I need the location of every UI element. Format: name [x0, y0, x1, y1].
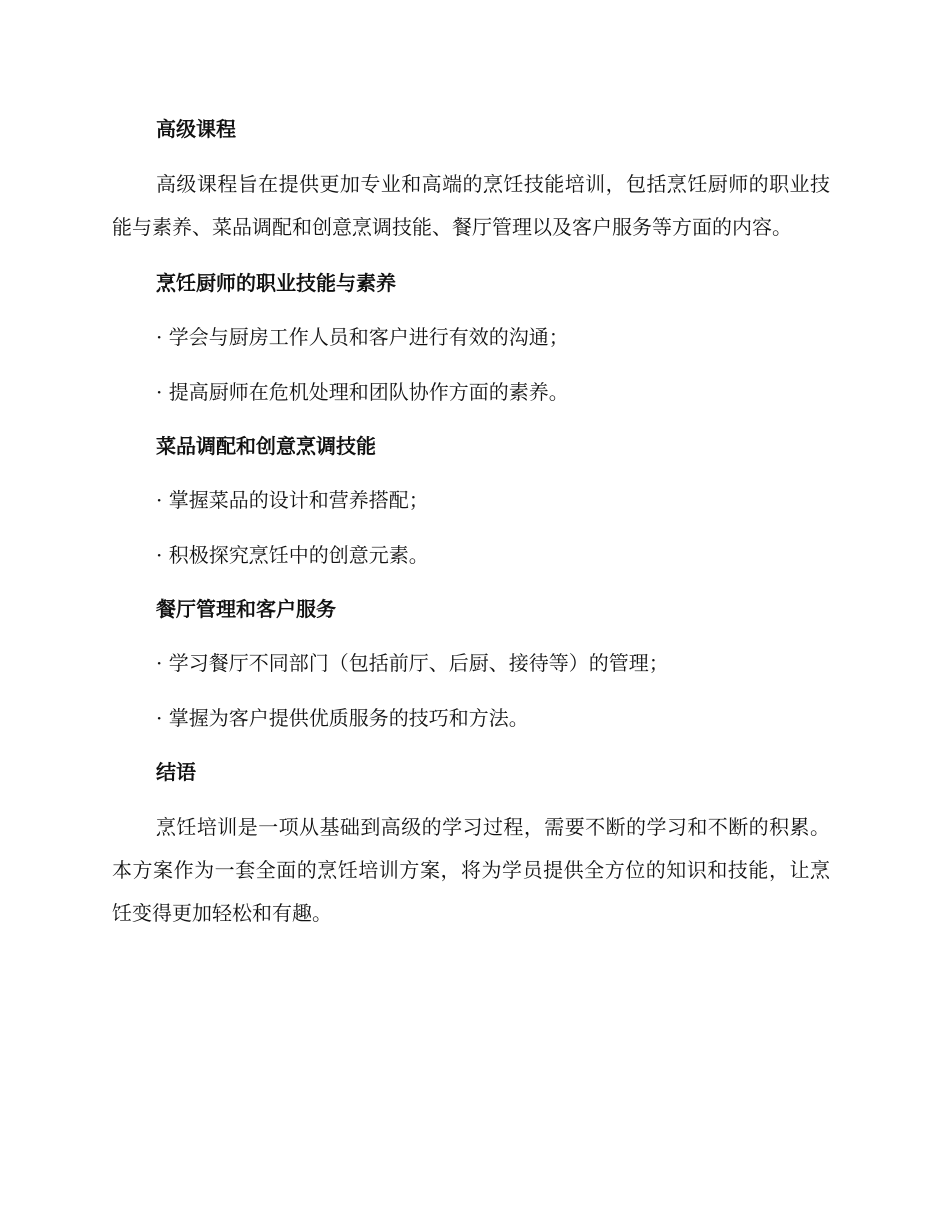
- advanced-course-intro-paragraph: 高级课程旨在提供更加专业和高端的烹饪技能培训，包括烹饪厨师的职业技能与素养、菜品调配和创意烹调技能、餐厅管理以及客户服务等方面的内容。: [112, 172, 830, 239]
- section-heading-restaurant-service: 餐厅管理和客户服务: [156, 597, 336, 621]
- list-item: · 学会与厨房工作人员和客户进行有效的沟通；: [156, 325, 569, 349]
- section-heading-conclusion: 结语: [156, 760, 196, 784]
- list-item: · 学习餐厅不同部门（包括前厅、后厨、接待等）的管理；: [156, 651, 669, 675]
- section-heading-dish-creativity: 菜品调配和创意烹调技能: [156, 434, 376, 458]
- list-item: · 提高厨师在危机处理和团队协作方面的素养。: [156, 380, 569, 404]
- section-heading-advanced-course: 高级课程: [156, 117, 236, 141]
- list-item: · 积极探究烹饪中的创意元素。: [156, 543, 429, 567]
- conclusion-paragraph: 烹饪培训是一项从基础到高级的学习过程，需要不断的学习和不断的积累。本方案作为一套全面的烹饪培训方案，将为学员提供全方位的知识和技能，让烹饪变得更加轻松和有趣。: [112, 815, 830, 925]
- list-item: · 掌握菜品的设计和营养搭配；: [156, 488, 429, 512]
- section-heading-chef-skills: 烹饪厨师的职业技能与素养: [156, 271, 396, 295]
- list-item: · 掌握为客户提供优质服务的技巧和方法。: [156, 706, 529, 730]
